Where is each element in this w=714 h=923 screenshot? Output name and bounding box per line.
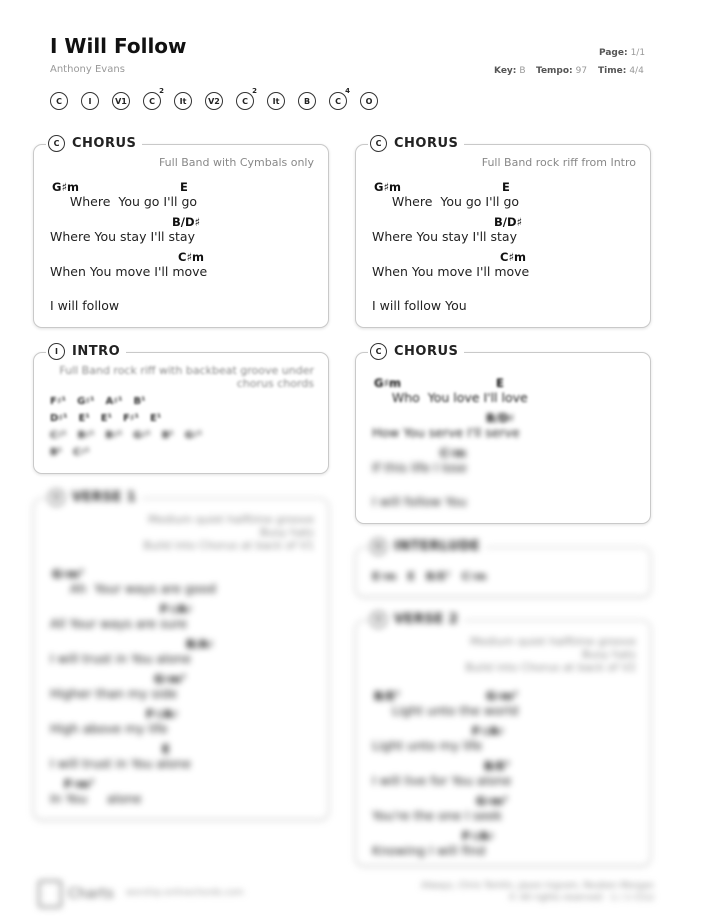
chord-line bbox=[372, 446, 632, 480]
chord: G♯m⁷ bbox=[154, 672, 187, 686]
lyric: Where You stay I'll stay bbox=[372, 229, 517, 244]
chord-line bbox=[372, 829, 632, 863]
section-badge: V bbox=[370, 611, 387, 628]
key-indicator bbox=[494, 66, 526, 76]
verse-section bbox=[33, 490, 329, 820]
chord: F♯¹ bbox=[122, 413, 140, 424]
section-header bbox=[368, 538, 486, 555]
roadmap-step[interactable] bbox=[360, 92, 378, 110]
chord: B/D♯ bbox=[486, 411, 515, 425]
time-indicator bbox=[598, 66, 644, 76]
section-name: VERSE 1 bbox=[72, 490, 137, 505]
chord: F♯/A♯ bbox=[462, 829, 495, 843]
roadmap-step[interactable] bbox=[267, 92, 285, 110]
interlude-section bbox=[355, 539, 651, 597]
roadmap-step[interactable] bbox=[298, 92, 316, 110]
chord-line bbox=[372, 250, 632, 284]
chord: E bbox=[502, 180, 510, 194]
chord: D♯¹ bbox=[50, 413, 68, 424]
lyric: How You serve I'll serve bbox=[372, 425, 520, 440]
roadmap-step-label: V2 bbox=[208, 96, 220, 106]
chord-line bbox=[50, 777, 310, 811]
section-header bbox=[46, 489, 142, 506]
page-value: 1/1 bbox=[630, 48, 646, 58]
chord-line bbox=[50, 707, 310, 741]
roadmap-step-count: 2 bbox=[159, 87, 164, 95]
logo-icon bbox=[38, 880, 62, 908]
chord: E♯m bbox=[372, 570, 397, 583]
section-badge: C bbox=[370, 343, 387, 360]
time-label: Time: bbox=[598, 66, 627, 76]
lyric: High above my life bbox=[50, 721, 168, 736]
chord-line bbox=[50, 215, 310, 249]
lyric: I will follow bbox=[50, 298, 120, 313]
section-note-line: Medium quiet halftime groove bbox=[148, 513, 314, 526]
roadmap-step[interactable] bbox=[329, 87, 350, 110]
roadmap-step-label: C bbox=[335, 96, 341, 106]
lyric: You're the one I seek bbox=[372, 808, 503, 823]
page-footer bbox=[38, 880, 654, 910]
roadmap-step[interactable] bbox=[81, 92, 99, 110]
chord: B/D♯ bbox=[494, 215, 523, 229]
chord-row bbox=[50, 413, 172, 424]
page-indicator bbox=[599, 48, 645, 58]
chord: E¹ bbox=[78, 413, 90, 424]
song-title: I Will Follow bbox=[50, 34, 187, 58]
roadmap-step[interactable] bbox=[50, 92, 68, 110]
section-badge: It bbox=[370, 538, 387, 555]
section-header bbox=[46, 135, 142, 152]
section-badge: C bbox=[370, 135, 387, 152]
footer-site: worship.onlinechords.com bbox=[126, 888, 244, 898]
chord: C♯m bbox=[440, 446, 466, 460]
footer-copyright-line: © All rights reserved · 1 / 1 CCLI bbox=[507, 893, 654, 903]
roadmap-step-count: 4 bbox=[345, 87, 350, 95]
section-note-line: Busy hats bbox=[259, 526, 314, 539]
lyric: All Your ways are sure bbox=[50, 616, 188, 631]
lyric: Where You go I'll go bbox=[50, 194, 198, 209]
artist-name: Anthony Evans bbox=[50, 64, 125, 75]
chord: G♯m⁷ bbox=[476, 794, 509, 808]
section-header bbox=[368, 611, 464, 628]
lyric: Where You stay I'll stay bbox=[50, 229, 195, 244]
tempo-value: 97 bbox=[575, 66, 588, 76]
chord-line bbox=[50, 180, 310, 214]
chord-line bbox=[372, 724, 632, 758]
section-note-line: chorus chords bbox=[236, 377, 314, 390]
chord: B/E⁷ bbox=[374, 689, 400, 703]
roadmap-step-label: C bbox=[242, 96, 248, 106]
verse-section bbox=[355, 612, 651, 866]
section-note bbox=[465, 635, 636, 674]
section-note-line: Build into Chorus at back of V2 bbox=[465, 661, 636, 674]
section-note: Full Band with Cymbals only bbox=[158, 156, 314, 169]
chord: B¹ bbox=[50, 447, 63, 458]
chord-line bbox=[372, 794, 632, 828]
chord: G♯¹ bbox=[77, 396, 95, 407]
lyric: Knowing I will find bbox=[372, 843, 486, 858]
chord: E bbox=[162, 742, 170, 756]
roadmap-step-label: B bbox=[303, 96, 311, 106]
chord: C♯¹ bbox=[73, 447, 90, 458]
chord: E bbox=[180, 180, 188, 194]
section-note-line: Busy hats bbox=[581, 648, 636, 661]
chord: B¹ bbox=[133, 396, 146, 407]
roadmap-step-label: I bbox=[88, 96, 92, 106]
lyric: When You move I'll move bbox=[372, 264, 530, 279]
chord: B♯¹ bbox=[77, 430, 95, 441]
chord: G♯¹ bbox=[133, 430, 151, 441]
chord: B♯¹ bbox=[105, 430, 123, 441]
chord-line bbox=[372, 180, 632, 214]
roadmap-step[interactable] bbox=[205, 92, 223, 110]
time-value: 4/4 bbox=[629, 66, 644, 76]
chord: G♯m⁷ bbox=[486, 689, 519, 703]
section-name: INTRO bbox=[72, 344, 121, 359]
section-note-line: Medium quiet halftime groove bbox=[470, 635, 636, 648]
section-header bbox=[46, 343, 126, 360]
chord: B/E⁷ bbox=[425, 570, 451, 583]
chord: E bbox=[407, 570, 415, 583]
chord: G♯m bbox=[374, 180, 401, 194]
chord-row bbox=[50, 396, 156, 407]
chord: G♯m bbox=[52, 180, 79, 194]
lyric: Light unto my life bbox=[372, 738, 483, 753]
lyric: I will trust in You alone bbox=[50, 651, 191, 666]
chord: F♯m⁷ bbox=[64, 777, 95, 791]
chord: C♯m bbox=[500, 250, 526, 264]
page-label: Page: bbox=[599, 48, 628, 58]
chord: F♯/A♯ bbox=[160, 602, 193, 616]
chord: C♯m bbox=[178, 250, 204, 264]
section-note-line: Full Band rock riff with backbeat groove under bbox=[59, 364, 314, 377]
chord: B¹ bbox=[161, 430, 174, 441]
chord-line bbox=[372, 689, 632, 723]
roadmap-step[interactable] bbox=[174, 92, 192, 110]
roadmap-step-label: C bbox=[149, 96, 155, 106]
chord-line bbox=[372, 759, 632, 793]
lyric: If this life I lose bbox=[372, 460, 467, 475]
logo-text: Charts bbox=[68, 886, 114, 902]
section-name: INTERLUDE bbox=[394, 539, 481, 554]
section-note: Full Band rock riff from Intro bbox=[481, 156, 636, 169]
chord: F♯/A♯ bbox=[472, 724, 505, 738]
chord: A♯¹ bbox=[105, 396, 123, 407]
chord-line bbox=[50, 602, 310, 636]
chorus-section bbox=[33, 136, 329, 328]
chord: F♯/A♯ bbox=[146, 707, 179, 721]
roadmap-step-count: 2 bbox=[252, 87, 257, 95]
lyric: When You move I'll move bbox=[50, 264, 208, 279]
roadmap-step[interactable] bbox=[236, 87, 257, 110]
section-name: CHORUS bbox=[394, 344, 459, 359]
chord-line bbox=[50, 672, 310, 706]
chord-line bbox=[50, 742, 310, 776]
tempo-indicator bbox=[536, 66, 587, 76]
lyric: I will trust in You alone bbox=[50, 756, 191, 771]
chord: E bbox=[496, 376, 504, 390]
chord: B/E⁷ bbox=[484, 759, 510, 773]
section-name: CHORUS bbox=[394, 136, 459, 151]
chord-line bbox=[372, 376, 632, 410]
key-label: Key: bbox=[494, 66, 517, 76]
lyric: I will follow You bbox=[372, 298, 467, 313]
section-badge: V bbox=[48, 489, 65, 506]
roadmap-step-label: C bbox=[56, 96, 62, 106]
footer-copyright bbox=[421, 880, 654, 904]
tempo-label: Tempo: bbox=[536, 66, 573, 76]
chord: G♯m⁷ bbox=[52, 567, 85, 581]
roadmap-step[interactable] bbox=[112, 92, 130, 110]
chord-line bbox=[372, 215, 632, 249]
chord: F♯¹ bbox=[50, 396, 67, 407]
section-header bbox=[368, 135, 464, 152]
chord-line bbox=[372, 411, 632, 445]
section-badge: C bbox=[48, 135, 65, 152]
lyric: Ah Your ways are good bbox=[50, 581, 217, 596]
chord: E¹ bbox=[150, 413, 162, 424]
roadmap-step-label: V1 bbox=[115, 96, 127, 106]
chord-line bbox=[50, 637, 310, 671]
roadmap-step-label: It bbox=[179, 96, 187, 106]
chord: C♯¹ bbox=[50, 430, 67, 441]
chord-line bbox=[50, 250, 310, 284]
chord: B/D♯ bbox=[172, 215, 201, 229]
roadmap-step-label: It bbox=[272, 96, 280, 106]
section-note bbox=[143, 513, 314, 552]
section-note bbox=[59, 364, 314, 390]
section-badge: I bbox=[48, 343, 65, 360]
lyric: Where You go I'll go bbox=[372, 194, 520, 209]
lyric: I will follow You bbox=[372, 494, 467, 509]
section-name: CHORUS bbox=[72, 136, 137, 151]
chord: G♯m bbox=[374, 376, 401, 390]
chord: B/A♯ bbox=[186, 637, 214, 651]
chord: G♯¹ bbox=[184, 430, 203, 441]
section-note-line: Build into Chorus at back of V1 bbox=[143, 539, 314, 552]
app-logo bbox=[38, 880, 114, 908]
chord-row bbox=[372, 570, 497, 583]
chord-row bbox=[50, 430, 213, 441]
lyric: In You alone bbox=[50, 791, 142, 806]
lyric: Light unto the world bbox=[372, 703, 519, 718]
lyric: Higher than my side bbox=[50, 686, 178, 701]
chorus-section bbox=[355, 344, 651, 524]
chord-row bbox=[50, 447, 101, 458]
key-value: B bbox=[519, 66, 526, 76]
roadmap-step[interactable] bbox=[143, 87, 164, 110]
roadmap-step-label: O bbox=[365, 96, 373, 106]
section-header bbox=[368, 343, 464, 360]
lyric: Who You love I'll love bbox=[372, 390, 528, 405]
footer-copyright-line: Always, Chris Tomlin, Jason Ingram, Reuben Morgan bbox=[420, 881, 654, 891]
chord: C♯m bbox=[461, 570, 487, 583]
lyric: I will live for You alone bbox=[372, 773, 512, 788]
intro-section bbox=[33, 344, 329, 474]
chorus-section bbox=[355, 136, 651, 328]
chord: E¹ bbox=[100, 413, 112, 424]
section-name: VERSE 2 bbox=[394, 612, 459, 627]
chord-line bbox=[50, 567, 310, 601]
